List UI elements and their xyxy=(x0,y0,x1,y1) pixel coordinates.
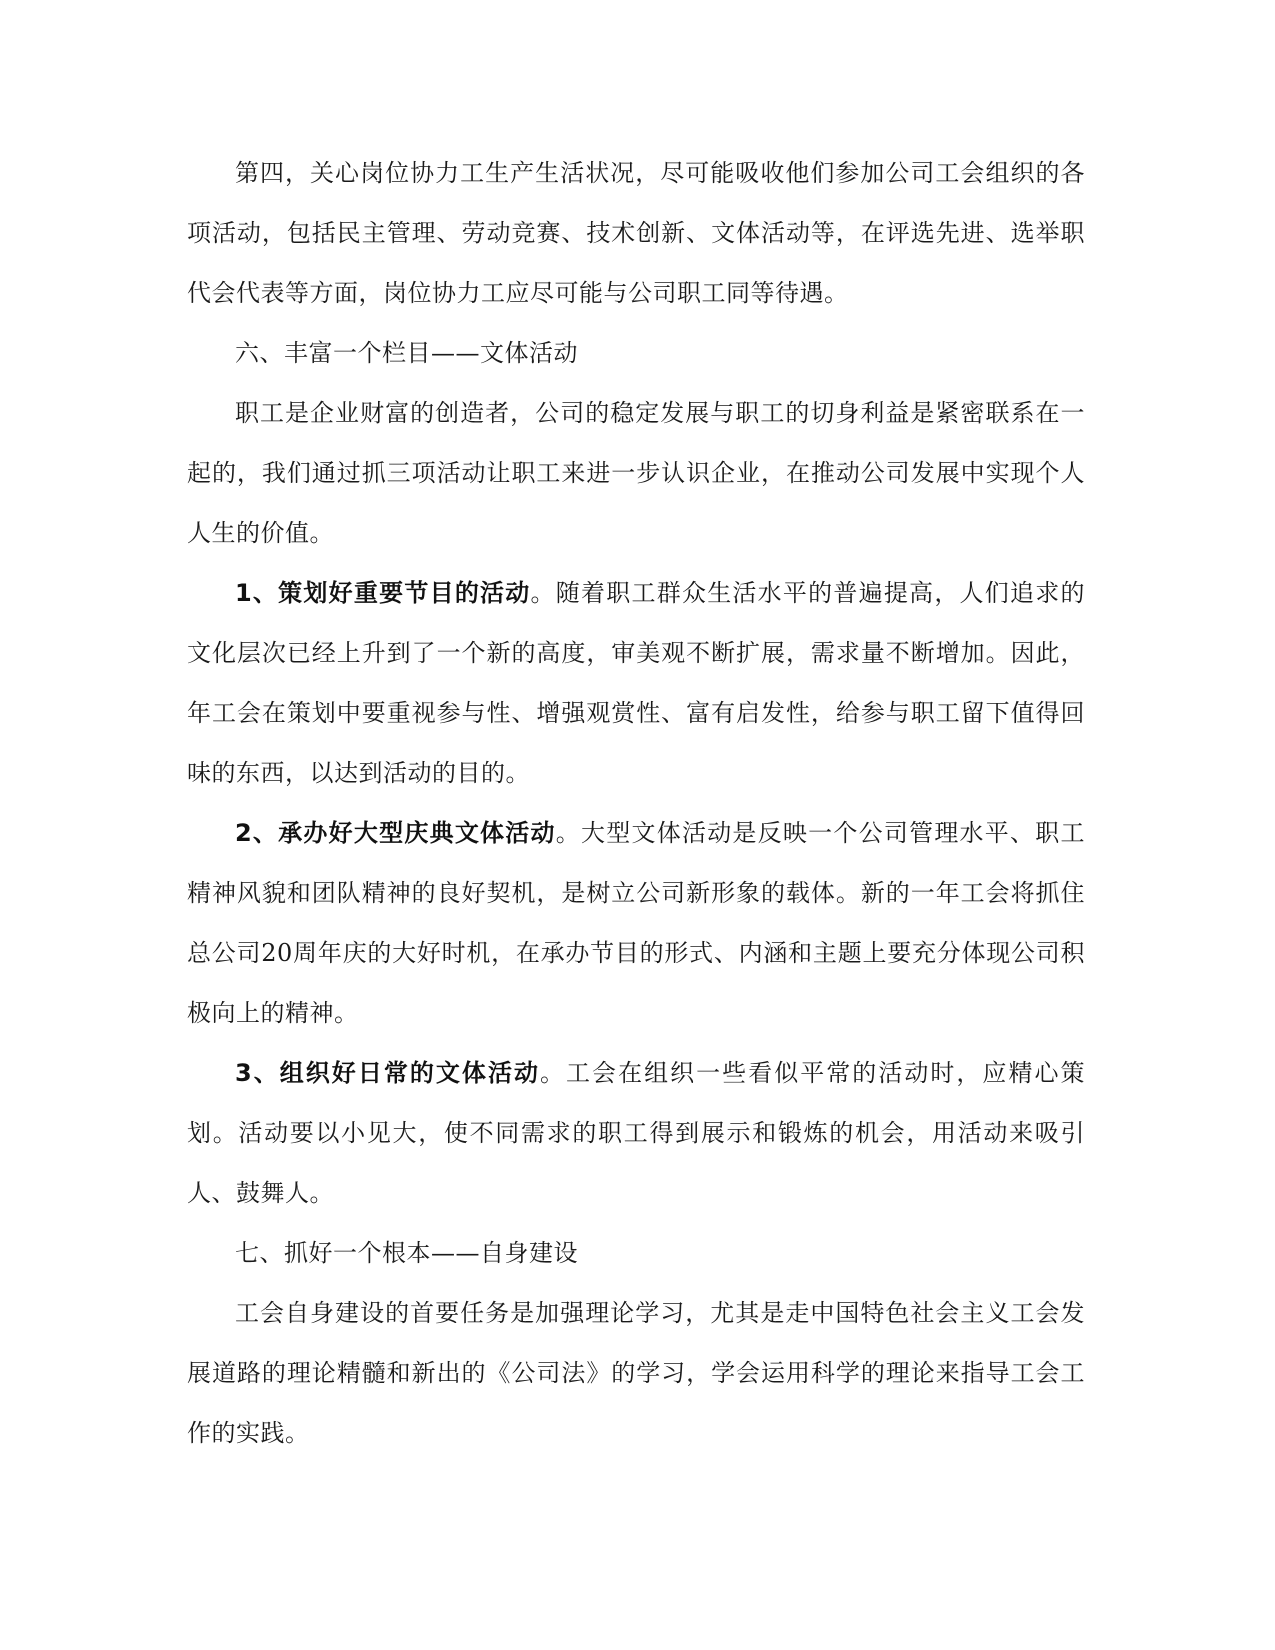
paragraph-workers-value xyxy=(187,383,1085,563)
paragraph-text: 职工是企业财富的创造者，公司的稳定发展与职工的切身利益是紧密联系在一起的，我们通过抓三项活动让职工来进一步认识企业，在推动公司发展中实现个人人生的价值。 xyxy=(187,399,1085,547)
paragraph-item-1 xyxy=(187,563,1085,803)
section-heading-seven xyxy=(187,1223,1085,1283)
heading-text: 六、丰富一个栏目——文体活动 xyxy=(235,339,578,367)
section-heading-six xyxy=(187,323,1085,383)
paragraph-text: 。随着职工群众生活水平的普遍提高，人们追求的文化层次已经上升到了一个新的高度，审美观不断扩展，需求量不断增加。因此，年工会在策划中要重视参与性、增强观赏性、富有启发性，给参与职工留下值得回味的东西，以达到活动的目的。 xyxy=(187,579,1086,787)
paragraph-self-building xyxy=(187,1283,1085,1463)
paragraph-care-for-contract-workers xyxy=(187,143,1085,323)
paragraph-item-3 xyxy=(187,1043,1085,1223)
paragraph-item-2 xyxy=(187,803,1085,1043)
item-1-lead: 1、策划好重要节目的活动 xyxy=(235,579,531,607)
item-3-lead: 3、组织好日常的文体活动 xyxy=(235,1059,540,1087)
paragraph-text: 。大型文体活动是反映一个公司管理水平、职工精神风貌和团队精神的良好契机，是树立公司新形象的载体。新的一年工会将抓住总公司20周年庆的大好时机，在承办节目的形式、内涵和主题上要充分体现公司积极向上的精神。 xyxy=(187,819,1086,1027)
item-2-lead: 2、承办好大型庆典文体活动 xyxy=(235,819,556,847)
heading-text: 七、抓好一个根本——自身建设 xyxy=(235,1239,578,1267)
paragraph-text: 工会自身建设的首要任务是加强理论学习，尤其是走中国特色社会主义工会发展道路的理论精髓和新出的《公司法》的学习，学会运用科学的理论来指导工会工作的实践。 xyxy=(187,1299,1085,1447)
paragraph-text: 第四，关心岗位协力工生产生活状况，尽可能吸收他们参加公司工会组织的各项活动，包括民主管理、劳动竞赛、技术创新、文体活动等，在评选先进、选举职代会代表等方面，岗位协力工应尽可能与公司职工同等待遇。 xyxy=(187,159,1085,307)
document-body xyxy=(187,143,1085,1463)
paragraph-text: 。工会在组织一些看似平常的活动时，应精心策划。活动要以小见大，使不同需求的职工得到展示和锻炼的机会，用活动来吸引人、鼓舞人。 xyxy=(187,1059,1085,1207)
